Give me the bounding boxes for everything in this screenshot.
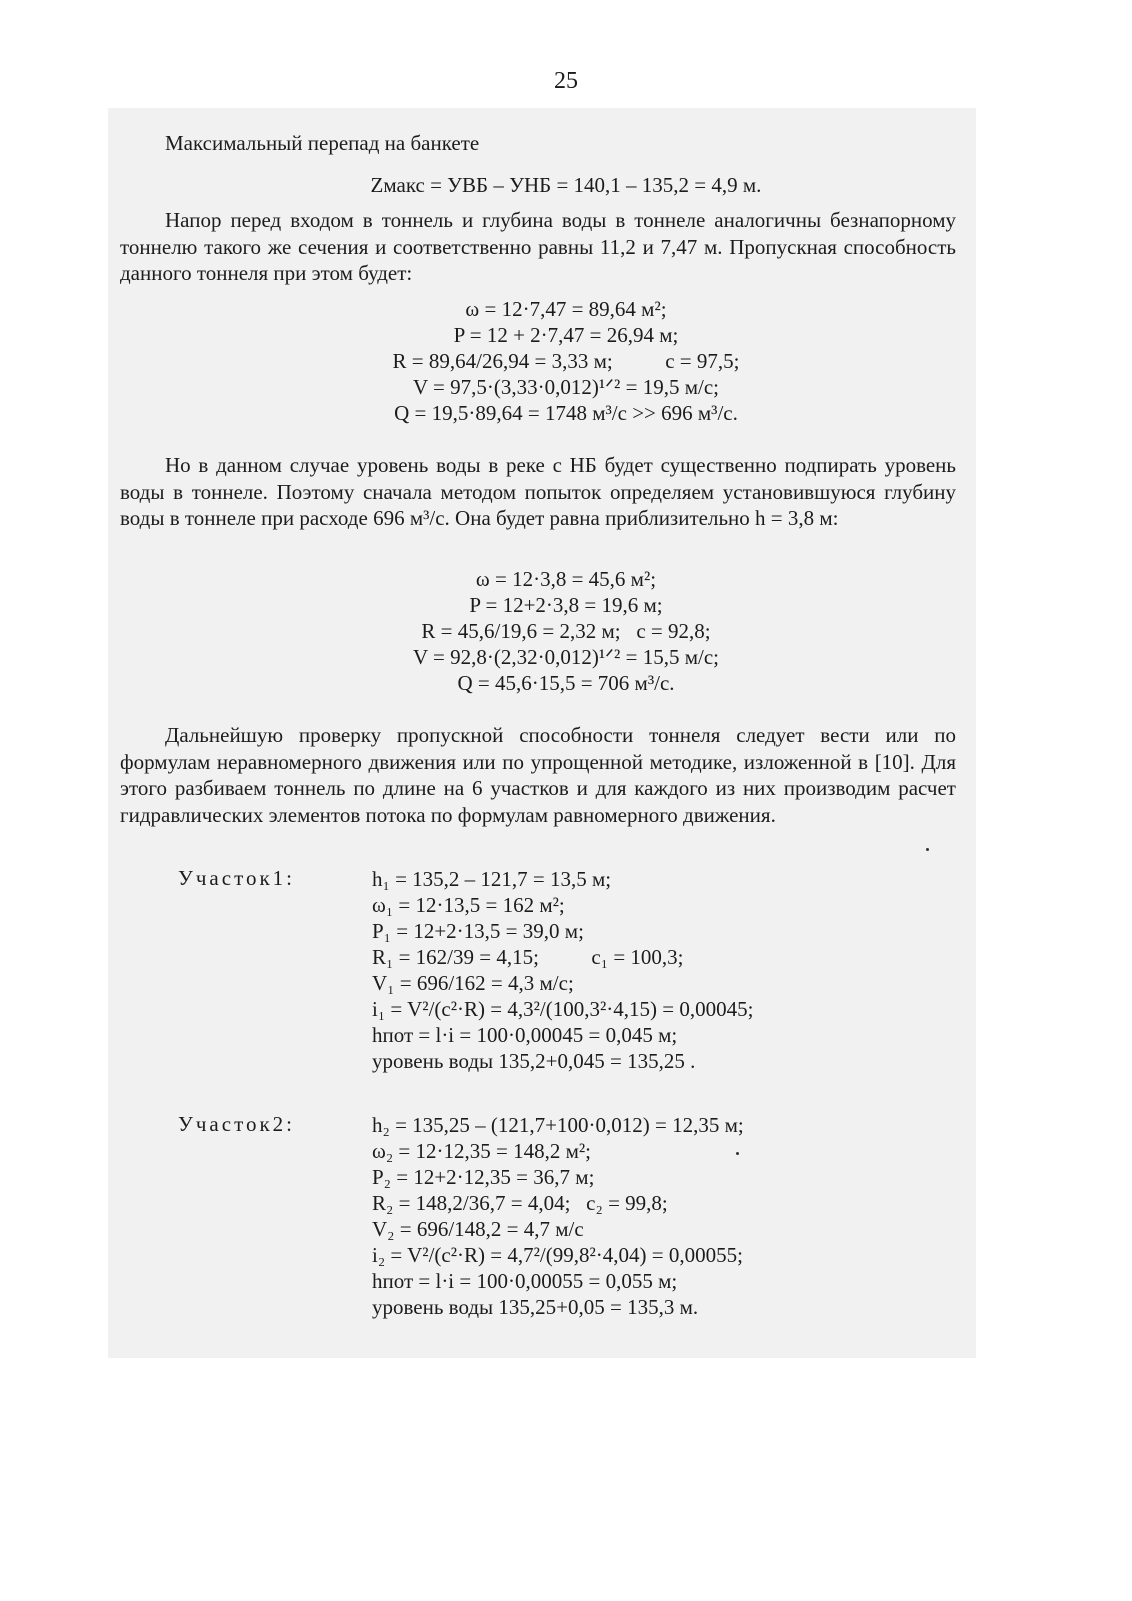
scan-speck (736, 1152, 739, 1155)
paragraph-1: Напор перед входом в тоннель и глубина воды в тоннеле аналогичны безнапорному тоннелю такого же сечения и соответственно равны 11,2 и 7,47 м. Пропускная способность данного тоннеля при этом будет: (120, 208, 956, 285)
section-2-lines (372, 1112, 972, 1320)
section2-line: P₂ = 12+2·12,35 = 36,7 м; (372, 1165, 595, 1189)
section-1-lines (372, 866, 972, 1074)
scan-speck (926, 848, 929, 851)
section-2-label: Участок2: (178, 1112, 296, 1136)
section1-line: hпот = l·i = 100·0,00045 = 0,045 м; (372, 1023, 678, 1047)
section2-line: R₂ = 148,2/36,7 = 4,04; c₂ = 99,8; (372, 1191, 668, 1215)
section1-line: уровень воды 135,2+0,045 = 135,25 . (372, 1049, 696, 1073)
section2-line: ω₂ = 12·12,35 = 148,2 м²; (372, 1139, 591, 1163)
calc1-line: Q = 19,5·89,64 = 1748 м³/с >> 696 м³/с. (394, 401, 738, 425)
intro-text: Максимальный перепад на банкете (165, 131, 480, 155)
calc2-line: P = 12+2·3,8 = 19,6 м; (469, 593, 663, 617)
calc1-line: R = 89,64/26,94 = 3,33 м; c = 97,5; (392, 349, 740, 373)
calc-block-1 (0, 296, 1132, 426)
calc2-line: Q = 45,6·15,5 = 706 м³/с. (457, 671, 675, 695)
paragraph-2: Но в данном случае уровень воды в реке с НБ будет существенно подпирать уровень воды в тоннеле. Поэтому сначала методом попыток определяем установившуюся глубину воды в тоннеле при расходе 696 м³/с. Она будет равна приблизительно h = 3,8 м: (120, 453, 956, 530)
section2-line: V₂ = 696/148,2 = 4,7 м/с (372, 1217, 584, 1241)
section1-line: ω₁ = 12·13,5 = 162 м²; (372, 893, 565, 917)
calc1-line: ω = 12·7,47 = 89,64 м²; (465, 297, 667, 321)
calc1-line: P = 12 + 2·7,47 = 26,94 м; (453, 323, 679, 347)
calc2-line: R = 45,6/19,6 = 2,32 м; c = 92,8; (421, 619, 711, 643)
zmax-formula: Zмакс = УВБ – УНБ = 140,1 – 135,2 = 4,9 м. (370, 173, 762, 197)
section1-line: h₁ = 135,2 – 121,7 = 13,5 м; (372, 867, 612, 891)
calc2-line: V = 92,8·(2,32·0,012)¹ᐟ² = 15,5 м/с; (413, 645, 719, 669)
section1-line: P₁ = 12+2·13,5 = 39,0 м; (372, 919, 584, 943)
calc1-line: V = 97,5·(3,33·0,012)¹ᐟ² = 19,5 м/с; (413, 375, 719, 399)
calc-block-2 (0, 566, 1132, 696)
section1-line: V₁ = 696/162 = 4,3 м/с; (372, 971, 574, 995)
section2-line: h₂ = 135,25 – (121,7+100·0,012) = 12,35 м; (372, 1113, 744, 1137)
section2-line: i₂ = V²/(c²·R) = 4,7²/(99,8²·4,04) = 0,00055; (372, 1243, 743, 1267)
section1-line: R₁ = 162/39 = 4,15; c₁ = 100,3; (372, 945, 684, 969)
page-number: 25 (554, 68, 578, 94)
section1-line: i₁ = V²/(c²·R) = 4,3²/(100,3²·4,15) = 0,00045; (372, 997, 754, 1021)
calc2-line: ω = 12·3,8 = 45,6 м²; (475, 567, 657, 591)
section2-line: hпот = l·i = 100·0,00055 = 0,055 м; (372, 1269, 678, 1293)
section2-line: уровень воды 135,25+0,05 = 135,3 м. (372, 1295, 699, 1319)
paragraph-3: Дальнейшую проверку пропускной способности тоннеля следует вести или по формулам неравномерного движения или по упрощенной методике, изложенной в [10]. Для этого разбиваем тоннель по длине на 6 участков и для каждого из них производим расчет гидравлических элементов потока по формулам равномерного движения. (120, 723, 956, 827)
section-1-label: Участок1: (178, 866, 296, 890)
